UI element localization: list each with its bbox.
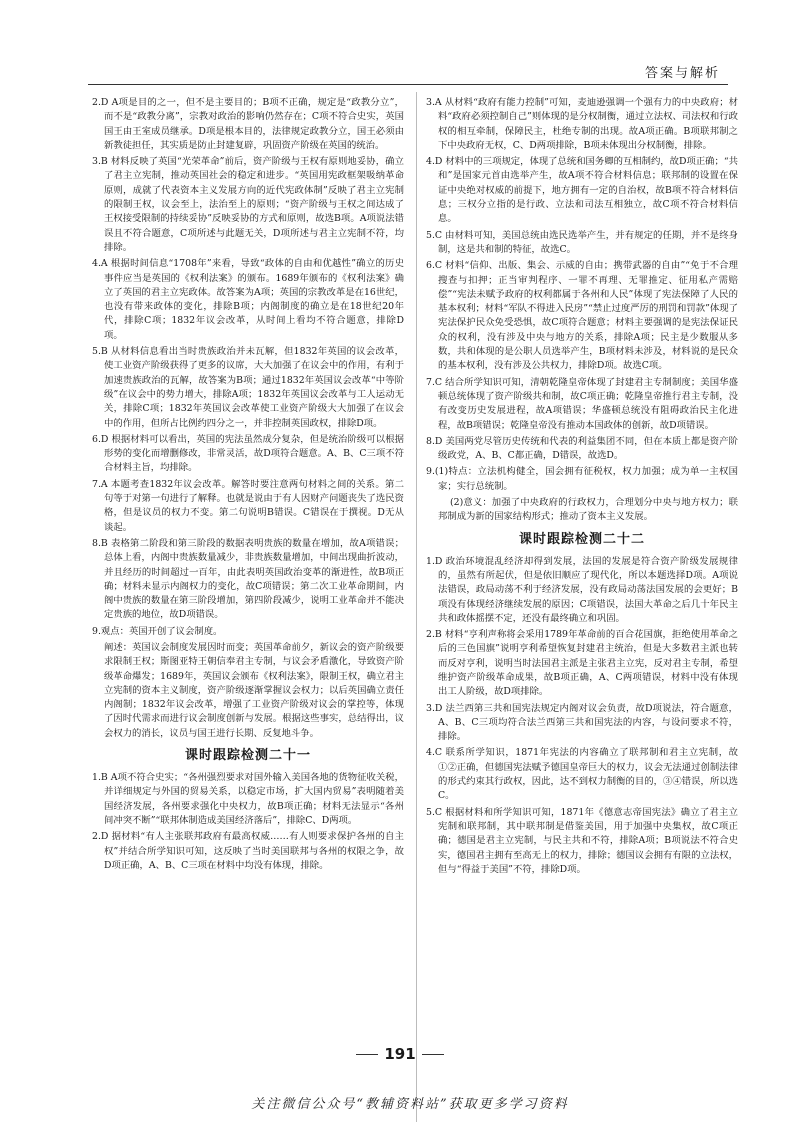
answer-item: 5.B 从材料信息看出当时贵族政治并未瓦解，但1832年英国的议会改革，使工业资产阶级获得了更多的议席，大大加强了在议会中的作用，有利于加速贵族政治的瓦解，故答案为B项；通过1832年英国议会改革“中等阶级”在议会中的势力增大，排除A项；1832年英国议会改革与工人运动无关，排除C项；1832年英国议会改革使工业资产阶级大大加强了在议会中的作用，但所占比例约四分之一，并非控制英国政权，排除D项。 (92, 346, 404, 429)
answer-item: 4.C 联系所学知识，1871年宪法的内容确立了联邦制和君主立宪制，故①②正确，但德国宪法赋予德国皇帝巨大的权力，议会无法通过创制法律的形式约束其行政权，因此，达不到权力制衡的目的，③④错误，所以选C。 (426, 747, 738, 802)
page-number-dash-left (356, 1054, 378, 1055)
answer-item: 9.观点：英国开创了议会制度。 (92, 625, 223, 637)
page-number (330, 1045, 470, 1063)
footer-note: 关注微信公众号“教辅资料站”获取更多学习资料 (251, 1097, 569, 1112)
answer-item: 3.D 法兰西第三共和国宪法规定内阁对议会负责，故D项说法，符合题意，A、B、C三项均符合法兰西第三共和国宪法的内容，与设问要求不符，排除。 (426, 702, 738, 743)
right-column (426, 96, 738, 879)
header-title: 答案与解析 (644, 66, 720, 81)
answer-item: 5.C 由材料可知，美国总统由选民选举产生，并有规定的任期，并不是终身制，这是共和制的特征，故选C。 (426, 229, 738, 255)
answer-item: 2.D A项是目的之一，但不是主要目的；B项不正确，规定是“政教分立”，而不是“政教分离”，宗教对政治的影响仍然存在；C项不符合史实，英国国王由王室成员继承。D项是根本目的，法律规定政教分立，国王必须由新教徒担任，其实质是防止封建复辟，巩固资产阶级在英国的统治。 (92, 97, 404, 151)
answer-item: 4.D 材料中的三项规定，体现了总统和国务卿的互相制约，故D项正确；“共和”是国家元首由选举产生，故A项不符合材料信息；联邦制的设置在保证中央绝对权威的前提下，地方拥有一定的自治权，故B项不符合材料信息；三权分立指的是行政、立法和司法互相独立，故C项不符合材料信息。 (426, 156, 738, 225)
page-header (88, 62, 728, 85)
answer-item: 1.D 政治环境混乱经济却得到发展，法国的发展是符合资产阶级发展规律的，虽然有所起伏，但是依旧顺应了现代化，所以本题选择D项。A项说法错误，政局动荡不利于经济发展，没有政局动荡法国发展的会更好；B项没有体现经济继续发展的原因；C项错误，法国大革命之后几十年民主共和政体摇摆不定，还没有最终确立和巩固。 (426, 555, 738, 624)
page-number-dash-right (422, 1054, 444, 1055)
answer-item: 6.C 材料“信仰、出版、集会、示威的自由；携带武器的自由”“免于不合理搜查与扣押；正当审判程序、一罪不再理、无罪推定、征用私产需赔偿”“宪法未赋予政府的权利都属于各州和人民”体现了宪法保障了人民的基本权利；材料“军队不得进入民房”“禁止过度严厉的刑罚和罚款”体现了宪法保护民众免受恐惧，故C项符合题意；材料主要强调的是宪法保证民众的权利，没有涉及中央与地方的关系，排除A项；民主是少数服从多数，共和体现的是公职人员选举产生，B项材料未涉及，材料说的是民众的基本权利，没有涉及公共权力，排除D项。故选C项。 (426, 260, 738, 372)
answer-item: 3.A 从材料“政府有能力控制”可知，麦迪逊强调一个强有力的中央政府；材料“政府必须控制自己”则体现的是分权制衡，通过立法权、司法权和行政权的相互牵制，保障民主，杜绝专制的出现。故A项正确。B项联邦制之下中央政府无权，C、D两项排除，B项未体现出分权制衡，排除。 (426, 97, 738, 151)
answer-item: 7.A 本题考查1832年议会改革。解答时要注意两句材料之间的关系。第二句等于对第一句进行了解释。也就是说由于有人因财产问题丧失了选民资格，但是议员的权力不变。第二句说明B错误。C错误在于撰视。D无从谈起。 (92, 478, 404, 533)
answer-item: 2.B 材料“亨利声称将会采用1789年革命前的百合花国旗，拒绝使用革命之后的三色国旗”说明亨利希望恢复封建君主统治，但是大多数君主派也转而反对亨利，说明当时法国君主派是主张君主立宪，反对君主专制，希望维护资产阶级革命成果，故B项正确，A、C两项错误，材料中没有体现出工人阶级，故D项排除。 (426, 629, 738, 698)
answer-item: 1.B A项不符合史实；“各州强烈要求对国外输入美国各地的货物征收关税，并详细规定与外国的贸易关系，以稳定市场，扩大国内贸易”表明随着美国经济发展，各州要求强化中央权力，故B项正确；材料无法显示“各州间冲突不断”“联邦体制造成美国经济落后”，排除C、D两项。 (92, 772, 404, 826)
answer-item: 6.D 根据材料可以看出，英国的宪法虽然成分复杂，但是统治阶级可以根据形势的变化而增删修改，非常灵活，故D项符合题意。A、B、C三项不符合材料主旨，均排除。 (92, 433, 404, 474)
answer-paragraph: (2)意义：加强了中央政府的行政权力，合理划分中央与地方权力；联邦制成为新的国家结构形式；推动了资本主义发展。 (438, 497, 738, 523)
answer-item: 7.C 结合所学知识可知，清朝乾隆皇帝体现了封建君主专制制度；美国华盛顿总统体现了资产阶级共和制，故C项正确；乾隆皇帝推行君主专制，没有改变历史发展进程，故A项错误；华盛顿总统没有阻碍政治民主化进程，故B项错误；乾隆皇帝没有推动本国政体的创新，故D项错误。 (426, 376, 738, 431)
answer-item: 8.D 美国两党尽管历史传统和代表的利益集团不同，但在本质上都是资产阶级政党，A、B、C都正确，D错误，故选D。 (426, 435, 738, 462)
section-title: 课时跟踪检测二十二 (518, 531, 645, 547)
answer-item: 2.D 据材料“有人主张联邦政府有最高权威……有人则要求保护各州的自主权”并结合所学知识可知，这反映了当时美国联邦与各州的权限之争，故D项正确，A、B、C三项在材料中均没有体现，排除。 (92, 831, 404, 871)
left-column (92, 96, 404, 875)
answer-paragraph: 阐述：英国议会制度发展因时而变；英国革命前夕，新议会的资产阶级要求限制王权；斯图亚特王朝信奉君主专制，与议会矛盾激化，导致资产阶级革命爆发；1689年，英国议会颁布《权利法案》，限制王权，确立君主立宪制的资本主义制度，资产阶级逐渐掌握议会权力；以后英国确立责任内阁制；1832年议会改革，增强了工业资产阶级对议会的掌控等，体现了因时代需求而进行议会制度创新与发展。根据这些事实，总结得出，议会权力的消长，议员与国王进行长期、反复地斗争。 (104, 641, 404, 739)
answer-item: 3.B 材料反映了英国“光荣革命”前后，资产阶级与王权有原则地妥协，确立了君主立宪制，推动英国社会的稳定和进步。“英国用宪政框架吸纳革命原则，成就了代表资本主义发展方向的近代宪政体制”反映了君主立宪制的限制王权，议会至上，法治至上的原则；“资产阶级与王权之间达成了王权接受限制的持续妥协”反映妥协的方式和原则，故选B项。A项说法错误且不符合题意，C项所述与此题无关，D项所述与君主立宪制不符，均排除。 (92, 156, 404, 253)
answer-item: 8.B 表格第二阶段和第三阶段的数据表明贵族的数量在增加，故A项错误；总体上看，内阁中贵族数量减少，非贵族数量增加，中间出现曲折波动，并且经历的时间超过一百年，由此表明英国政治变革的渐进性，故B项正确；材料未显示内阁权力的变化，故C项错误；第二次工业革命期间，内阁中贵族的数量在第三阶段增加，第四阶段减少，说明工业革命并不能决定贵族的地位，故D项错误。 (92, 537, 404, 621)
section-title: 课时跟踪检测二十一 (184, 748, 311, 764)
column-divider (416, 92, 417, 1122)
page-number-text: 191 (384, 1045, 416, 1063)
answer-item: 5.C 根据材料和所学知识可知，1871年《德意志帝国宪法》确立了君主立宪制和联邦制，其中联邦制是借鉴美国，用于加强中央集权，故C项正确；德国是君主立宪制，与民主共和不符，排除A项；B项说法不符合史实，德国君主拥有至高无上的权力，排除；德国议会拥有有限的立法权，但与“得益于美国”不符，排除D项。 (426, 806, 738, 875)
answer-item: 4.A 根据时间信息“1708年”来看，导致“政体的自由和优越性”确立的历史事件应当是英国的《权利法案》的颁布。1689年颁布的《权利法案》确立了英国的君主立宪政体。故答案为A项；英国的宗教改革是在16世纪，也没有带来政体的变化，排除B项；内阁制度的确立是在18世纪20年代，排除C项；1832年议会改革，从时间上看均不符合题意，排除D项。 (92, 258, 404, 341)
answer-item: 9.(1)特点：立法机构健全，国会拥有征税权，权力加强；成为单一主权国家；实行总统制。 (426, 466, 738, 492)
